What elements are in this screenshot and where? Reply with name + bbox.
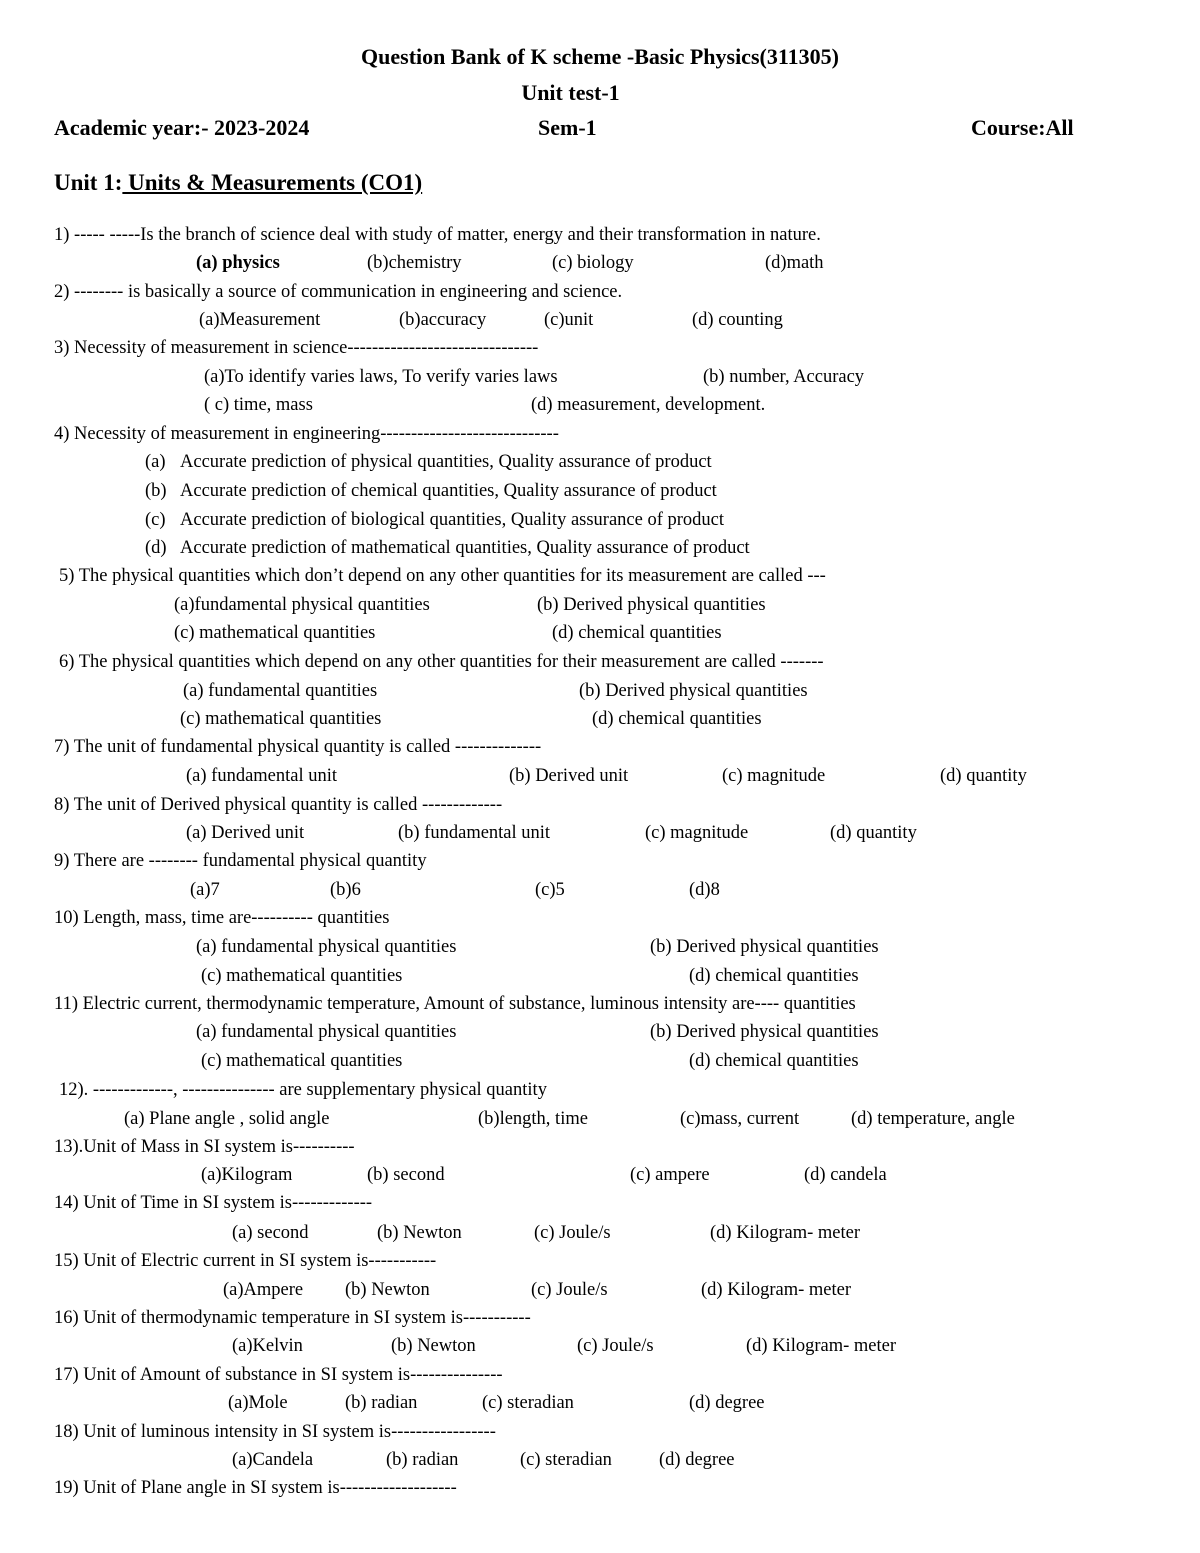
q4-option-b-label: (b) (145, 481, 167, 501)
q6-option-b: (b) Derived physical quantities (579, 681, 808, 701)
question-19: 19) Unit of Plane angle in SI system is------------------- (54, 1478, 457, 1498)
q1-option-c: (c) biology (552, 253, 634, 273)
q15-option-c: (c) Joule/s (531, 1280, 608, 1300)
question-5: 5) The physical quantities which don’t depend on any other quantities for its measurement are called --- (59, 566, 826, 586)
q11-option-a: (a) fundamental physical quantities (196, 1022, 457, 1042)
semester: Sem-1 (538, 115, 597, 140)
q9-option-a: (a)7 (190, 880, 220, 900)
q3-option-b: (b) number, Accuracy (703, 367, 865, 387)
q4-option-a-label: (a) (145, 452, 166, 472)
question-4: 4) Necessity of measurement in engineering----------------------------- (54, 424, 559, 444)
question-15: 15) Unit of Electric current in SI system is----------- (54, 1251, 437, 1271)
q7-option-c: (c) magnitude (722, 766, 826, 786)
q4-option-a: Accurate prediction of physical quantities, Quality assurance of product (180, 452, 712, 472)
q13-option-a: (a)Kilogram (201, 1165, 293, 1185)
q14-option-b: (b) Newton (377, 1223, 462, 1243)
q8-option-b: (b) fundamental unit (398, 823, 551, 843)
q2-option-c: (c)unit (544, 310, 594, 330)
q4-option-d-label: (d) (145, 538, 167, 558)
q3-option-d: (d) measurement, development. (531, 395, 766, 415)
question-16: 16) Unit of thermodynamic temperature in SI system is----------- (54, 1308, 531, 1328)
question-8: 8) The unit of Derived physical quantity is called ------------- (54, 795, 503, 815)
q1-option-a: (a) physics (196, 253, 280, 273)
q12-option-c: (c)mass, current (680, 1109, 800, 1129)
q17-option-a: (a)Mole (228, 1393, 288, 1413)
unit-label: Unit 1: (54, 170, 123, 195)
question-12: 12). -------------, --------------- are supplementary physical quantity (59, 1080, 547, 1100)
q13-option-b: (b) second (367, 1165, 445, 1185)
q4-option-c: Accurate prediction of biological quantities, Quality assurance of product (180, 510, 725, 530)
document-title: Question Bank of K scheme -Basic Physics(311305) (361, 44, 839, 69)
question-2: 2) -------- is basically a source of communication in engineering and science. (54, 282, 623, 302)
q4-option-d: Accurate prediction of mathematical quantities, Quality assurance of product (180, 538, 750, 558)
q8-option-a: (a) Derived unit (186, 823, 305, 843)
question-13: 13).Unit of Mass in SI system is---------- (54, 1137, 355, 1157)
document-subtitle: Unit test-1 (521, 80, 620, 105)
q16-option-b: (b) Newton (391, 1336, 476, 1356)
q17-option-d: (d) degree (689, 1393, 765, 1413)
q9-option-d: (d)8 (689, 880, 720, 900)
q5-option-c: (c) mathematical quantities (174, 623, 376, 643)
question-9: 9) There are -------- fundamental physical quantity (54, 851, 427, 871)
q6-option-d: (d) chemical quantities (592, 709, 762, 729)
q15-option-a: (a)Ampere (223, 1280, 304, 1300)
q16-option-d: (d) Kilogram- meter (746, 1336, 896, 1356)
q1-option-b: (b)chemistry (367, 253, 462, 273)
q4-option-c-label: (c) (145, 510, 166, 530)
question-7: 7) The unit of fundamental physical quantity is called -------------- (54, 737, 542, 757)
q10-option-b: (b) Derived physical quantities (650, 937, 879, 957)
q5-option-d: (d) chemical quantities (552, 623, 722, 643)
q13-option-d: (d) candela (804, 1165, 887, 1185)
q18-option-b: (b) radian (386, 1450, 459, 1470)
q7-option-d: (d) quantity (940, 766, 1027, 786)
question-1: 1) ----- -----Is the branch of science deal with study of matter, energy and their transformation in nature. (54, 225, 821, 245)
q15-option-b: (b) Newton (345, 1280, 430, 1300)
question-18: 18) Unit of luminous intensity in SI system is----------------- (54, 1422, 496, 1442)
q11-option-c: (c) mathematical quantities (201, 1051, 403, 1071)
q12-option-d: (d) temperature, angle (851, 1109, 1015, 1129)
q18-option-c: (c) steradian (520, 1450, 612, 1470)
q3-option-c: ( c) time, mass (204, 395, 313, 415)
q6-option-a: (a) fundamental quantities (183, 681, 378, 701)
q7-option-a: (a) fundamental unit (186, 766, 338, 786)
question-17: 17) Unit of Amount of substance in SI system is--------------- (54, 1365, 503, 1385)
q17-option-b: (b) radian (345, 1393, 418, 1413)
q13-option-c: (c) ampere (630, 1165, 710, 1185)
q11-option-d: (d) chemical quantities (689, 1051, 859, 1071)
question-6: 6) The physical quantities which depend on any other quantities for their measurement are called ------- (59, 652, 824, 672)
q6-option-c: (c) mathematical quantities (180, 709, 382, 729)
q8-option-d: (d) quantity (830, 823, 917, 843)
q8-option-c: (c) magnitude (645, 823, 749, 843)
question-3: 3) Necessity of measurement in science------------------------------- (54, 338, 539, 358)
academic-year: Academic year:- 2023-2024 (54, 115, 310, 140)
q17-option-c: (c) steradian (482, 1393, 574, 1413)
q14-option-a: (a) second (232, 1223, 309, 1243)
q14-option-d: (d) Kilogram- meter (710, 1223, 860, 1243)
q5-option-a: (a)fundamental physical quantities (174, 595, 430, 615)
q15-option-d: (d) Kilogram- meter (701, 1280, 851, 1300)
q2-option-d: (d) counting (692, 310, 783, 330)
q12-option-a: (a) Plane angle , solid angle (124, 1109, 330, 1129)
q2-option-a: (a)Measurement (199, 310, 321, 330)
q9-option-b: (b)6 (330, 880, 361, 900)
q1-option-d: (d)math (765, 253, 824, 273)
q9-option-c: (c)5 (535, 880, 565, 900)
q3-option-a: (a)To identify varies laws, To verify varies laws (204, 367, 558, 387)
q10-option-c: (c) mathematical quantities (201, 966, 403, 986)
q14-option-c: (c) Joule/s (534, 1223, 611, 1243)
q2-option-b: (b)accuracy (399, 310, 487, 330)
q4-option-b: Accurate prediction of chemical quantities, Quality assurance of product (180, 481, 717, 501)
q16-option-c: (c) Joule/s (577, 1336, 654, 1356)
course: Course:All (971, 115, 1074, 140)
question-10: 10) Length, mass, time are---------- quantities (54, 908, 390, 928)
q16-option-a: (a)Kelvin (232, 1336, 303, 1356)
q12-option-b: (b)length, time (478, 1109, 588, 1129)
q11-option-b: (b) Derived physical quantities (650, 1022, 879, 1042)
unit-heading (54, 170, 422, 196)
q18-option-d: (d) degree (659, 1450, 735, 1470)
question-14: 14) Unit of Time in SI system is------------- (54, 1193, 373, 1213)
unit-name: Units & Measurements (CO1) (122, 170, 423, 195)
q10-option-a: (a) fundamental physical quantities (196, 937, 457, 957)
q7-option-b: (b) Derived unit (509, 766, 629, 786)
q18-option-a: (a)Candela (232, 1450, 314, 1470)
q5-option-b: (b) Derived physical quantities (537, 595, 766, 615)
question-11: 11) Electric current, thermodynamic temperature, Amount of substance, luminous intensity are---- quantities (54, 994, 856, 1014)
q10-option-d: (d) chemical quantities (689, 966, 859, 986)
